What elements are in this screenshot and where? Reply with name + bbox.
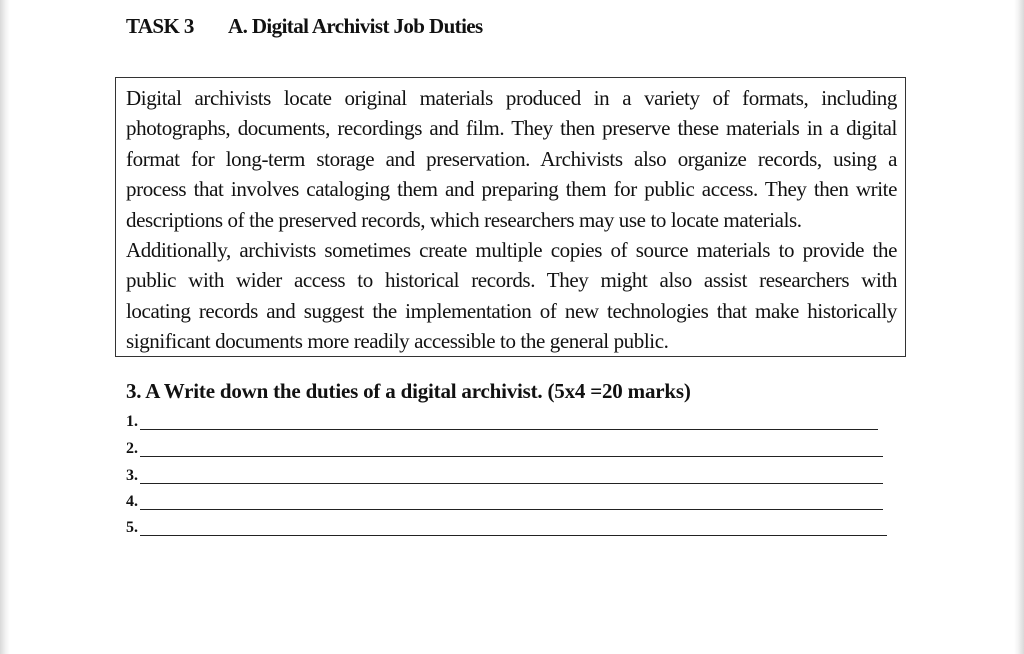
answer-number: 4. xyxy=(126,493,138,510)
task-heading xyxy=(126,14,483,39)
answer-number: 2. xyxy=(126,440,138,457)
answer-blank-line[interactable] xyxy=(140,534,887,536)
answer-row-4[interactable] xyxy=(126,491,883,511)
passage-line: locating records and suggest the implementation of new technologies that make historically xyxy=(126,298,897,323)
answer-blank-line[interactable] xyxy=(140,508,883,510)
passage-box xyxy=(115,77,906,357)
passage-line: Additionally, archivists sometimes create multiple copies of source materials to provide the xyxy=(126,238,897,263)
task-label: TASK 3 xyxy=(126,14,194,38)
answer-blank-line[interactable] xyxy=(140,428,878,430)
passage-line: public with wider access to historical records. They might also assist researchers with xyxy=(126,268,897,293)
page-edge-left xyxy=(0,0,10,654)
passage-line: format for long-term storage and preservation. Archivists also organize records, using a xyxy=(126,146,897,171)
answer-row-1[interactable] xyxy=(126,411,878,431)
answer-number: 3. xyxy=(126,467,138,484)
answer-row-2[interactable] xyxy=(126,438,883,458)
task-title: A. Digital Archivist Job Duties xyxy=(228,14,483,38)
answer-number: 5. xyxy=(126,519,138,536)
answer-row-3[interactable] xyxy=(126,465,883,485)
passage-line: photographs, documents, recordings and film. They then preserve these materials in a digital xyxy=(126,116,897,141)
answer-blank-line[interactable] xyxy=(140,482,883,484)
answer-number: 1. xyxy=(126,413,138,430)
answer-blank-line[interactable] xyxy=(140,455,883,457)
passage-line: process that involves cataloging them and preparing them for public access. They then write xyxy=(126,177,897,202)
passage-line: descriptions of the preserved records, which researchers may use to locate materials. xyxy=(126,207,802,232)
page-edge-right xyxy=(1014,0,1024,654)
passage-line: Digital archivists locate original materials produced in a variety of formats, including xyxy=(126,86,897,110)
question-prompt: 3. A Write down the duties of a digital archivist. (5x4 =20 marks) xyxy=(126,379,691,403)
answer-row-5[interactable] xyxy=(126,517,887,537)
passage-line: significant documents more readily accessible to the general public. xyxy=(126,329,669,354)
